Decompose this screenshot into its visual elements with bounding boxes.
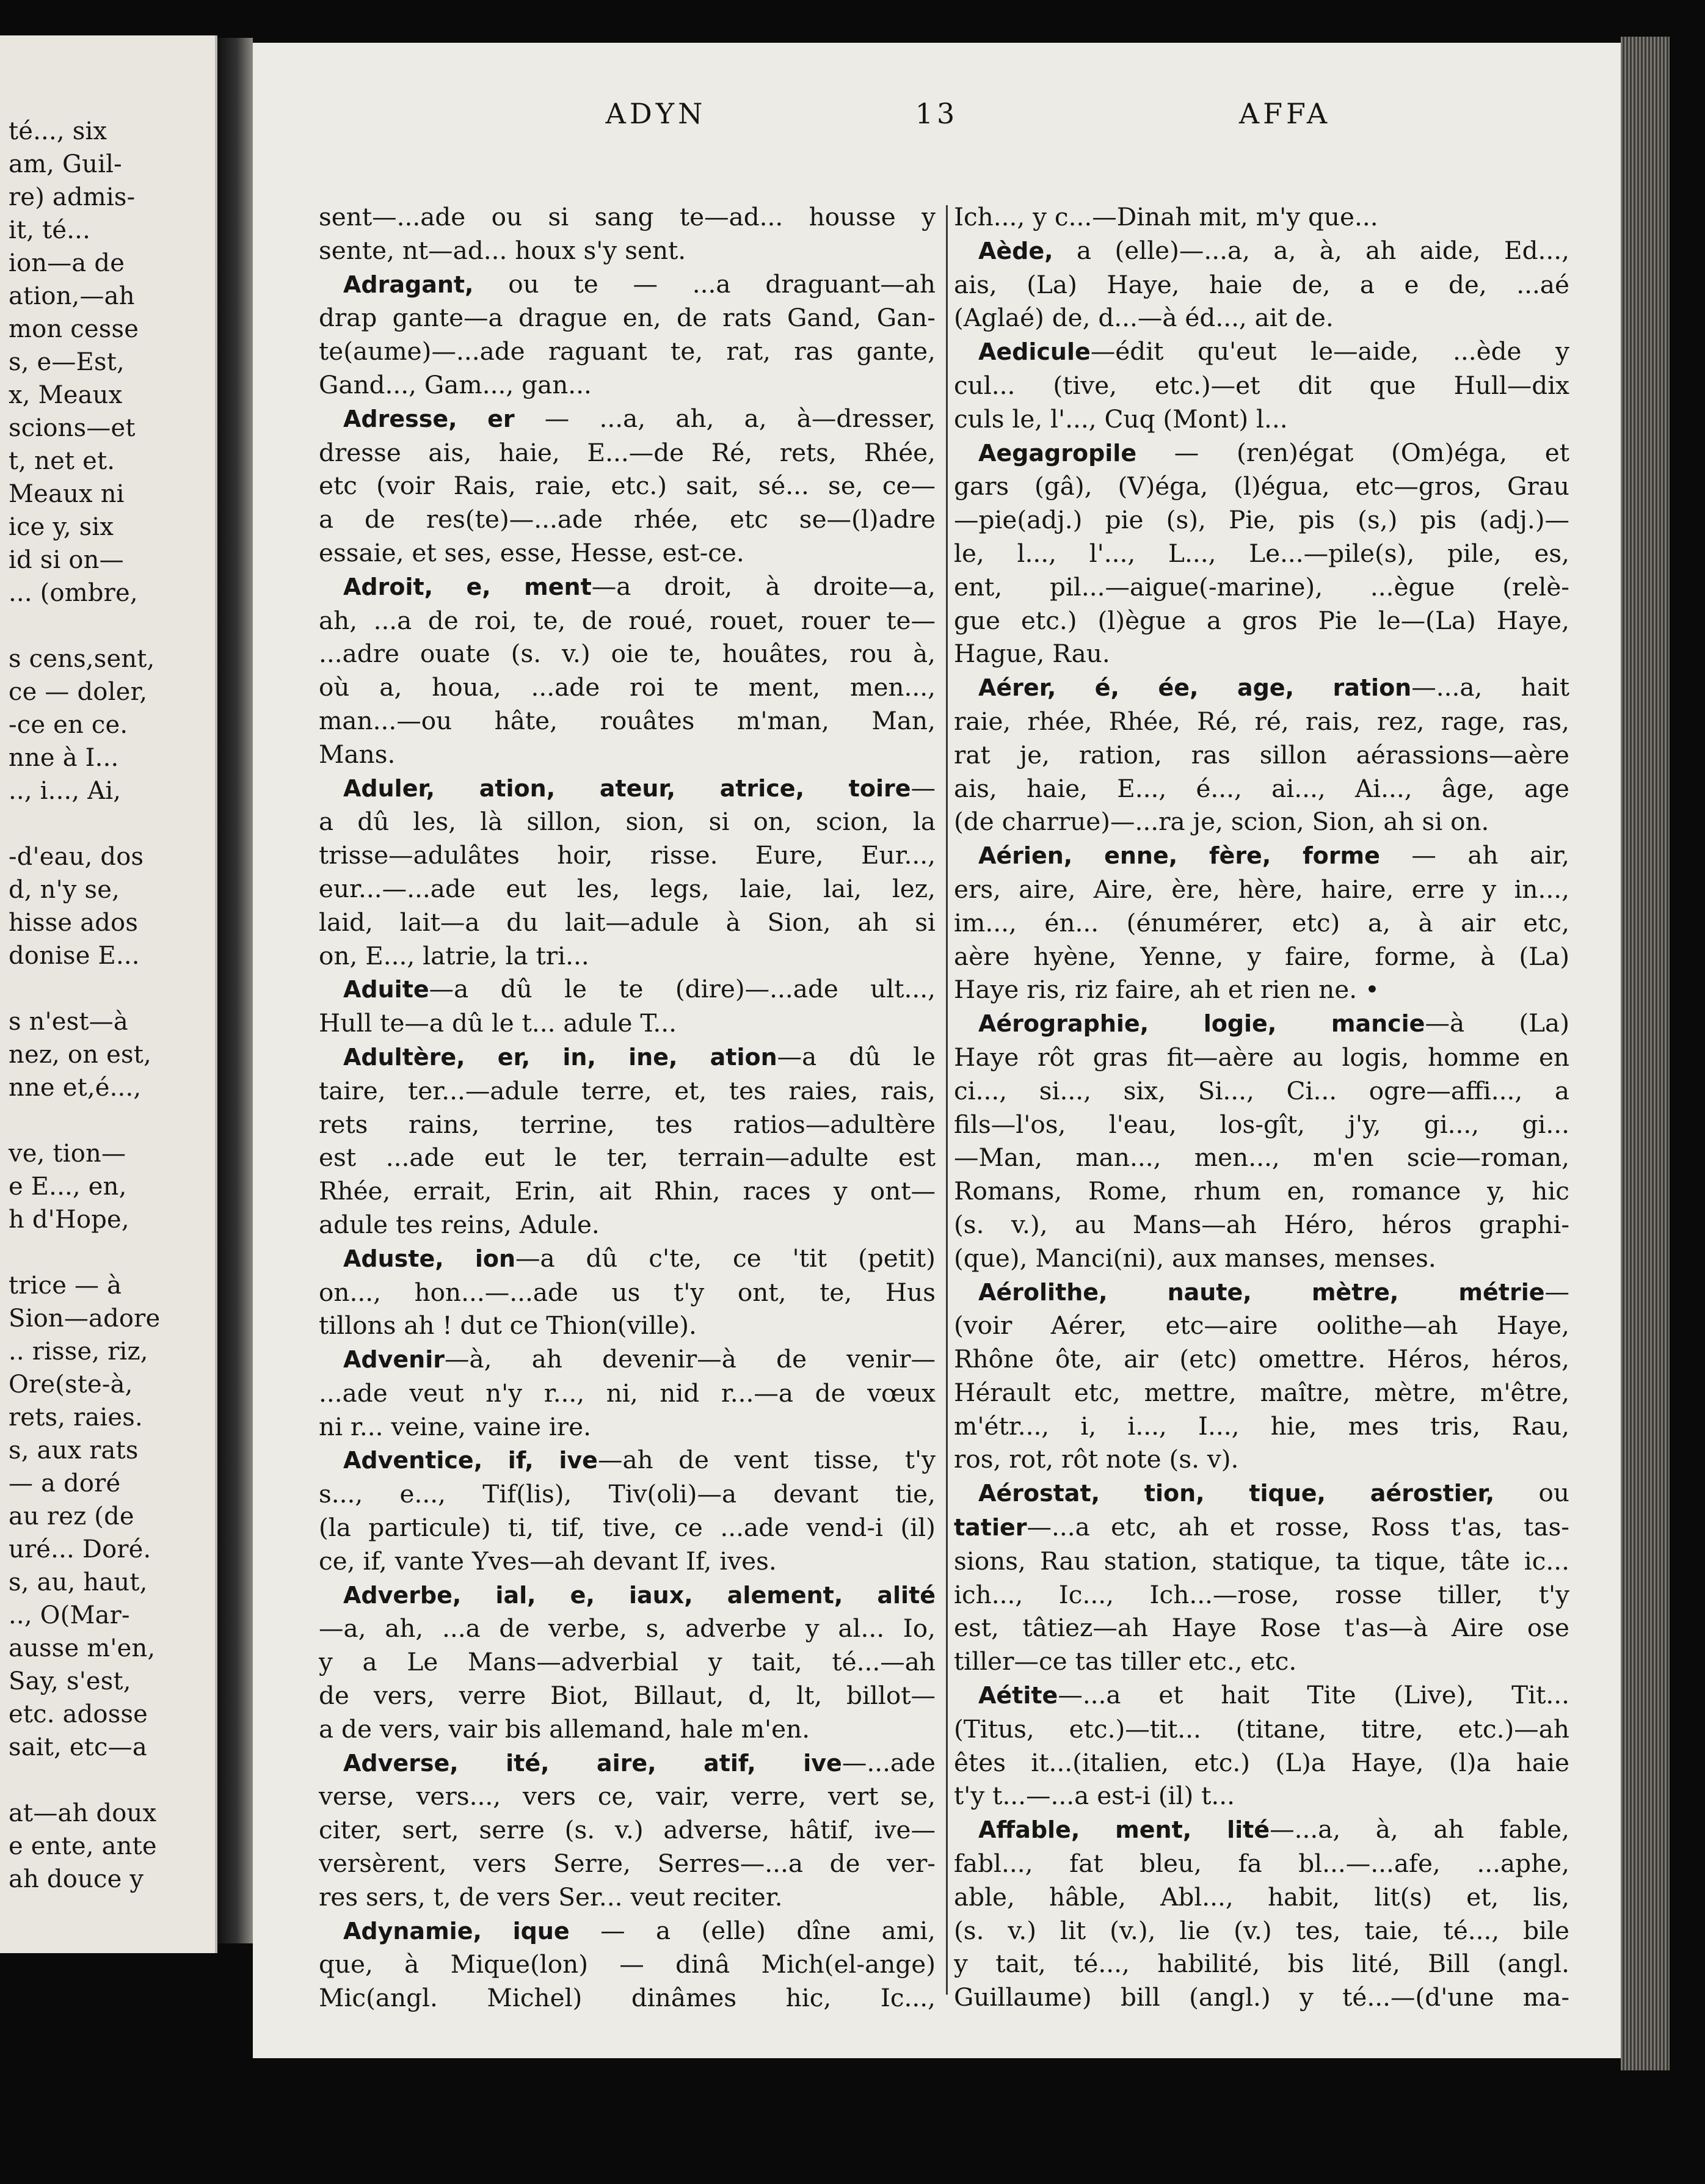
entry-text: sente, nt—ad... houx s'y sent.	[319, 235, 686, 265]
entry-text-line	[954, 1981, 1569, 2014]
headword: Aduler, ation, ateur, atrice, toire	[343, 774, 911, 802]
entry-text-line	[319, 1713, 936, 1746]
entry-text-line	[319, 301, 936, 335]
entry-text-line	[954, 1880, 1569, 1914]
entry-headword-line	[954, 234, 1569, 268]
entry-headword-line	[954, 1678, 1569, 1713]
entry-text-line	[319, 1780, 936, 1813]
entry-text-line	[954, 200, 1569, 234]
entry-text-line	[319, 1377, 936, 1410]
entry-text: te(aume)—...ade raguant te, rat, ras gante,	[319, 337, 936, 366]
entry-text: (s. v.) lit (v.), lie (v.) tes, taie, té..., bile	[954, 1915, 1569, 1945]
entry-text: gars (gâ), (V)éga, (l)égua, etc—gros, Grau	[954, 471, 1569, 501]
entry-text: êtes it...(italien, etc.) (L)a Haye, (l)a haie	[954, 1747, 1569, 1777]
entry-text: ah, ...a de roi, te, de roué, rouet, rouer te—	[319, 605, 936, 635]
left-page-line: -ce en ce.	[9, 711, 128, 739]
headword: Aérer, é, ée, age, ration	[978, 674, 1412, 702]
entry-text-line	[954, 705, 1569, 738]
page-edge-stack	[1621, 37, 1670, 2070]
entry-text-line	[954, 1208, 1569, 1242]
entry-text: (Titus, etc.)—tit... (titane, titre, etc.)—ah	[954, 1714, 1569, 1744]
entry-text: ci..., si..., six, Si..., Ci... ogre—affi..., a	[954, 1076, 1569, 1105]
entry-text: y a Le Mans—adverbial y tait, té...—ah	[319, 1647, 936, 1677]
left-page-line: .. risse, riz,	[9, 1338, 148, 1366]
entry-text-line	[954, 604, 1569, 638]
entry-text: —Man, man..., men..., m'en scie—roman,	[954, 1143, 1569, 1173]
entry-text-line	[954, 1947, 1569, 1981]
entry-text-line	[319, 604, 936, 638]
entry-text-line	[954, 1309, 1569, 1342]
entry-text: (Aglaé) de, d...—à éd..., ait de.	[954, 303, 1334, 333]
entry-text: est ...ade eut le ter, terrain—adulte est	[319, 1143, 936, 1173]
entry-headword-line	[319, 1040, 936, 1074]
entry-text-line	[954, 1746, 1569, 1780]
headword: Adventice, if, ive	[343, 1447, 598, 1474]
entry-text: (la particule) ti, tif, tive, ce ...ade vend-i (il)	[319, 1513, 936, 1543]
entry-text-line	[954, 1410, 1569, 1443]
left-page-line: etc. adosse	[9, 1700, 148, 1728]
headword: Aedicule	[978, 338, 1091, 366]
entry-text-line	[319, 1679, 936, 1713]
entry-text: Hull te—a dû le t... adule T...	[319, 1008, 677, 1038]
entry-text-line	[319, 1847, 936, 1880]
left-page-line: s, aux rats	[9, 1436, 139, 1465]
left-page-line: ausse m'en,	[9, 1634, 156, 1662]
entry-text: Gand..., Gam..., gan...	[319, 369, 592, 399]
entry-text-line	[319, 368, 936, 402]
entry-text: tiller—ce tas tiller etc., etc.	[954, 1647, 1297, 1676]
entry-headword-line	[954, 839, 1569, 873]
entry-text-line	[319, 1410, 936, 1444]
running-head-right: AFFA	[1238, 97, 1331, 130]
headword: Aérien, enne, fère, forme	[978, 842, 1380, 870]
entry-text: ni r... veine, vaine ire.	[319, 1411, 591, 1441]
left-page-line: e ente, ante	[9, 1832, 157, 1860]
left-page-line: at—ah doux	[9, 1799, 157, 1827]
entry-text: rets rains, terrine, tes ratios—adultère	[319, 1109, 936, 1139]
entry-text: Mic(angl. Michel) dinâmes hic, Ic...,	[319, 1983, 936, 2013]
entry-text-line	[319, 1511, 936, 1545]
left-page-line: it, té...	[9, 216, 90, 244]
entry-text-line	[319, 200, 936, 234]
left-page-line: trice — à	[9, 1272, 122, 1300]
entry-headword-line	[954, 671, 1569, 705]
entry-text: (que), Manci(ni), aux manses, menses.	[954, 1243, 1436, 1273]
headword: Aduste, ion	[343, 1245, 516, 1272]
left-page-line: scions—et	[9, 414, 136, 442]
entry-text: le, l..., l'..., L..., Le...—pile(s), pile, es,	[954, 538, 1569, 568]
entry-text: a de res(te)—...ade rhée, etc se—(l)adre	[319, 504, 936, 534]
left-page-line: s, au, haut,	[9, 1568, 148, 1596]
left-page-line: donise E...	[9, 942, 140, 970]
entry-text-line	[954, 570, 1569, 604]
headword: tatier	[954, 1514, 1027, 1542]
dictionary-page	[253, 43, 1621, 2058]
left-page-line: id si on—	[9, 546, 124, 574]
left-page-line: h d'Hope,	[9, 1206, 129, 1234]
left-page-line: ah douce y	[9, 1865, 144, 1893]
entry-text: trisse—adulâtes hoir, risse. Eure, Eur...,	[319, 840, 936, 870]
entry-headword-line	[954, 1275, 1569, 1309]
left-page-line: ce — doler,	[9, 678, 148, 706]
headword: Aegagropile	[978, 439, 1137, 467]
left-page-line: d, n'y se,	[9, 876, 120, 904]
entry-text-line	[954, 1242, 1569, 1275]
entry-headword-line	[319, 1342, 936, 1377]
right-column	[954, 200, 1569, 2014]
entry-text-line	[954, 369, 1569, 402]
headword: Adynamie, ique	[343, 1917, 570, 1945]
entry-text-line	[319, 536, 936, 570]
entry-text: — (ren)égat (Om)éga, et	[1136, 437, 1569, 467]
entry-text-line	[954, 402, 1569, 436]
entry-text-line	[319, 704, 936, 738]
entry-text: eur...—...ade eut les, legs, laie, lai, lez,	[319, 873, 936, 903]
entry-text-line	[954, 1376, 1569, 1410]
entry-text-line	[954, 772, 1569, 806]
entry-text: de vers, verre Biot, Billaut, d, lt, billot—	[319, 1681, 936, 1711]
entry-text: Hague, Rau.	[954, 639, 1110, 669]
entry-text-line	[319, 1477, 936, 1511]
left-page-line: x, Meaux	[9, 381, 123, 409]
left-page-line: au rez (de	[9, 1502, 134, 1531]
entry-text: Haye rôt gras fit—aère au logis, homme en	[954, 1042, 1569, 1072]
entry-text: rat je, ration, ras sillon aérassions—aère	[954, 740, 1569, 770]
entry-text-line	[319, 1276, 936, 1309]
entry-text-line	[954, 973, 1569, 1006]
left-page-line: Say, s'est,	[9, 1667, 131, 1695]
entry-text-line	[319, 335, 936, 368]
left-page-line: s cens,sent,	[9, 645, 155, 673]
entry-text-line	[319, 1981, 936, 2015]
entry-text: ...adre ouate (s. v.) oie te, houâtes, rou à,	[319, 639, 936, 669]
headword: Aérolithe, naute, mètre, métrie	[978, 1278, 1545, 1306]
entry-text: on, E..., latrie, la tri...	[319, 941, 589, 970]
entry-text: y tait, té..., habilité, bis lité, Bill (angl.	[954, 1949, 1569, 1979]
left-page-line: rets, raies.	[9, 1403, 143, 1432]
entry-headword-line	[954, 335, 1569, 369]
headword: Affable, ment, lité	[978, 1816, 1270, 1844]
entry-text-line	[319, 1813, 936, 1847]
left-page-line: .., O(Mar-	[9, 1601, 130, 1629]
left-page-line: t, net et.	[9, 447, 115, 475]
entry-text-line	[319, 1612, 936, 1645]
entry-headword-line	[954, 1006, 1569, 1041]
left-page-line: e E..., en,	[9, 1173, 127, 1201]
entry-text-line	[319, 906, 936, 939]
entry-text: ou	[1494, 1478, 1569, 1508]
entry-text: Rhée, errait, Erin, ait Rhin, races y ont—	[319, 1176, 936, 1206]
entry-text: —à, ah devenir—à de venir—	[444, 1344, 936, 1374]
entry-headword-line	[319, 1914, 936, 1948]
entry-text-line	[319, 1174, 936, 1208]
headword: Adverbe, ial, e, iaux, alement, alité	[343, 1581, 936, 1609]
entry-text-line	[319, 637, 936, 671]
entry-text-line	[319, 839, 936, 872]
left-page-line: — a doré	[9, 1469, 121, 1498]
entry-text: res sers, t, de vers Ser... veut reciter.	[319, 1882, 783, 1912]
entry-text: où a, houa, ...ade roi te ment, men...,	[319, 672, 936, 702]
entry-text-line	[319, 469, 936, 503]
headword: Aduite	[343, 976, 429, 1003]
left-page-line: s, e—Est,	[9, 348, 125, 376]
entry-text-line	[954, 940, 1569, 974]
entry-text: —...a, hait	[1411, 672, 1569, 702]
entry-text: man...—ou hâte, rouâtes m'man, Man,	[319, 705, 936, 735]
entry-text: (s. v.), au Mans—ah Héro, héros graphi-	[954, 1209, 1569, 1239]
entry-text: —	[911, 773, 936, 803]
entry-text: que, à Mique(lon) — dinâ Mich(el-ange)	[319, 1949, 936, 1979]
entry-text: t'y t...—...a est-i (il) t...	[954, 1781, 1235, 1811]
entry-headword-line	[319, 972, 936, 1006]
entry-text-line	[954, 1174, 1569, 1208]
entry-text-line	[319, 1108, 936, 1141]
entry-text: raie, rhée, Rhée, Ré, ré, rais, rez, rage, ras,	[954, 706, 1569, 736]
left-column	[319, 200, 936, 2015]
entry-text: adule tes reins, Adule.	[319, 1209, 600, 1239]
left-page-line: ice y, six	[9, 513, 114, 541]
entry-text: ich..., Ic..., Ich...—rose, rosse tiller, t'y	[954, 1579, 1569, 1609]
left-page-line: mon cesse	[9, 315, 139, 343]
entry-text: ...ade veut n'y r..., ni, nid r...—a de vœux	[319, 1378, 936, 1408]
left-page-line: Meaux ni	[9, 480, 125, 508]
entry-text: —	[1544, 1276, 1569, 1306]
headword: Adresse, er	[343, 405, 515, 432]
entry-text: ent, pil...—aigue(-marine), ...ègue (relè-	[954, 572, 1569, 602]
left-page-line: sait, etc—a	[9, 1733, 147, 1761]
entry-text-line	[319, 738, 936, 771]
column-divider	[946, 205, 948, 1995]
entry-text-line	[954, 301, 1569, 335]
entry-text-line	[954, 1443, 1569, 1476]
entry-text: Rhône ôte, air (etc) omettre. Héros, héros,	[954, 1344, 1569, 1374]
entry-text: a (elle)—...a, a, à, ah aide, Ed...,	[1053, 235, 1569, 265]
headword: Aérographie, logie, mancie	[978, 1010, 1425, 1038]
left-page-line: uré... Doré.	[9, 1535, 151, 1563]
entry-text: (voir Aérer, etc—aire oolithe—ah Haye,	[954, 1311, 1569, 1341]
headword: Adultère, er, in, ine, ation	[343, 1043, 777, 1071]
headword: Adroit, e, ment	[343, 573, 592, 600]
entry-headword-line	[319, 570, 936, 604]
entry-text: im..., én... (énumérer, etc) a, à air etc,	[954, 908, 1569, 937]
entry-text-line	[954, 906, 1569, 940]
page-number: 13	[915, 97, 959, 130]
headword: Aétite	[978, 1682, 1058, 1709]
entry-text-line	[954, 1779, 1569, 1813]
entry-text: —a, ah, ...a de verbe, s, adverbe y al... Io,	[319, 1614, 936, 1643]
entry-text: ce, if, vante Yves—ah devant If, ives.	[319, 1546, 777, 1576]
entry-text-line	[319, 1948, 936, 1981]
entry-text: —pie(adj.) pie (s), Pie, pis (s,) pis (adj.)—	[954, 505, 1569, 535]
entry-text: sent—...ade ou si sang te—ad... housse y	[319, 202, 936, 231]
left-page-line: ve, tion—	[9, 1140, 126, 1168]
left-page-line: am, Guil-	[9, 150, 122, 178]
entry-text-line	[319, 1309, 936, 1342]
entry-headword-line	[319, 268, 936, 302]
left-page-line: Sion—adore	[9, 1305, 161, 1333]
entry-text: etc (voir Rais, raie, etc.) sait, sé... se, ce—	[319, 471, 936, 501]
entry-text-line	[319, 1645, 936, 1679]
entry-text-line	[954, 1645, 1569, 1678]
entry-text: a dû les, là sillon, sion, si on, scion, la	[319, 807, 936, 837]
left-page-fragment	[0, 35, 217, 1953]
entry-text: a de vers, vair bis allemand, hale m'en.	[319, 1714, 810, 1744]
entry-text: fabl..., fat bleu, fa bl...—...afe, ...aphe,	[954, 1849, 1569, 1879]
entry-text-line	[319, 503, 936, 536]
entry-text-line	[954, 503, 1569, 537]
entry-text-line	[954, 1914, 1569, 1948]
entry-text-line	[954, 470, 1569, 503]
entry-text-line	[319, 1074, 936, 1108]
entry-text: ais, (La) Haye, haie de, a e de, ...aé	[954, 269, 1569, 299]
headword: Adverse, ité, aire, atif, ive	[343, 1749, 842, 1777]
left-page-line: ation,—ah	[9, 282, 135, 310]
entry-text: verse, vers..., vers ce, vair, verre, vert se,	[319, 1782, 936, 1811]
entry-text-line	[319, 1141, 936, 1174]
entry-text: —...a etc, ah et rosse, Ross t'as, tas-	[1027, 1512, 1569, 1542]
entry-text: ou te — ...a draguant—ah	[473, 269, 936, 299]
entry-text: est, tâtiez—ah Haye Rose t'as—à Aire ose	[954, 1613, 1569, 1643]
entry-text-line	[954, 1578, 1569, 1612]
entry-text-line	[954, 1041, 1569, 1074]
left-page-line: hisse ados	[9, 909, 139, 937]
entry-text-line	[319, 1880, 936, 1914]
entry-text: taire, ter...—adule terre, et, tes raies, rais,	[319, 1076, 936, 1105]
entry-text-line	[954, 1611, 1569, 1645]
entry-headword-line	[954, 1813, 1569, 1847]
entry-text: — ah air,	[1380, 840, 1569, 870]
entry-text: sions, Rau station, statique, ta tique, tâte ic...	[954, 1546, 1569, 1576]
left-page-line: Ore(ste-à,	[9, 1370, 133, 1399]
left-page-line: té..., six	[9, 117, 107, 145]
entry-text: Mans.	[319, 739, 396, 769]
entry-text-line	[954, 1847, 1569, 1880]
entry-text: —...ade	[842, 1747, 936, 1777]
entry-text: tillons ah ! dut ce Thion(ville).	[319, 1311, 697, 1341]
entry-text: aère hyène, Yenne, y faire, forme, à (La)	[954, 941, 1569, 971]
entry-text: drap gante—a drague en, de rats Gand, Gan-	[319, 303, 936, 333]
left-page-line: nne à I...	[9, 744, 119, 772]
entry-text: —édit qu'eut le—aide, ...ède y	[1090, 337, 1569, 366]
entry-headword-line	[954, 436, 1569, 470]
entry-text-line	[319, 1208, 936, 1242]
entry-text: gue etc.) (l)ègue a gros Pie le—(La) Haye,	[954, 605, 1569, 635]
headword: Advenir	[343, 1346, 445, 1374]
entry-text: m'étr..., i, i..., I..., hie, mes tris, Rau,	[954, 1411, 1569, 1441]
entry-text-line	[954, 1545, 1569, 1578]
entry-text: —a dû c'te, ce 'tit (petit)	[515, 1243, 936, 1273]
entry-text: versèrent, vers Serre, Serres—...a de ver-	[319, 1849, 936, 1879]
left-page-line: .., i..., Ai,	[9, 777, 122, 805]
entry-text: —a dû le te (dire)—...ade ult...,	[429, 974, 936, 1004]
entry-text-line	[319, 671, 936, 704]
entry-text: Romans, Rome, rhum en, romance y, hic	[954, 1176, 1569, 1206]
headword: Aérostat, tion, tique, aérostier,	[978, 1480, 1495, 1507]
entry-headword-line	[954, 1476, 1569, 1510]
entry-text: Ich..., y c...—Dinah mit, m'y que...	[954, 202, 1378, 231]
entry-headword-line	[954, 1510, 1569, 1545]
entry-text: —ah de vent tisse, t'y	[597, 1445, 936, 1475]
left-page-line: re) admis-	[9, 183, 136, 211]
entry-text: essaie, et ses, esse, Hesse, est-ce.	[319, 537, 744, 567]
left-page-line: nez, on est,	[9, 1041, 151, 1069]
entry-text: —a dû le	[777, 1041, 936, 1071]
entry-headword-line	[319, 1746, 936, 1780]
entry-text-line	[319, 872, 936, 906]
entry-text: —...a et hait Tite (Live), Tit...	[1058, 1680, 1569, 1710]
entry-text-line	[319, 436, 936, 470]
entry-text-line	[954, 1141, 1569, 1174]
entry-text: culs le, l'..., Cuq (Mont) l...	[954, 404, 1288, 434]
left-page-line: ion—a de	[9, 249, 125, 277]
entry-text: —à (La)	[1425, 1008, 1569, 1038]
entry-text: Haye ris, riz faire, ah et rien ne. •	[954, 975, 1380, 1005]
entry-headword-line	[319, 1443, 936, 1477]
entry-headword-line	[319, 1578, 936, 1612]
entry-text: citer, sert, serre (s. v.) adverse, hâtif, ive—	[319, 1815, 936, 1845]
book-gutter	[217, 38, 253, 1943]
entry-text: Guillaume) bill (angl.) y té...—(d'une ma-	[954, 1982, 1569, 2012]
entry-text-line	[319, 1545, 936, 1578]
entry-text-line	[954, 1108, 1569, 1141]
entry-text-line	[954, 1342, 1569, 1376]
entry-text: cul... (tive, etc.)—et dit que Hull—dix	[954, 370, 1569, 400]
entry-text-line	[954, 1713, 1569, 1746]
left-page-line: -d'eau, dos	[9, 843, 144, 871]
entry-text-line	[954, 873, 1569, 906]
entry-text-line	[954, 637, 1569, 671]
entry-text: laid, lait—a du lait—adule à Sion, ah si	[319, 907, 936, 937]
headword: Adragant,	[343, 271, 474, 298]
left-page-line: nne et,é...,	[9, 1074, 142, 1102]
running-head-left: ADYN	[605, 97, 707, 130]
left-page-line: ... (ombre,	[9, 579, 138, 607]
headword: Aède,	[978, 237, 1053, 264]
entry-headword-line	[319, 402, 936, 436]
entry-text-line	[954, 268, 1569, 302]
entry-text-line	[954, 805, 1569, 839]
entry-text-line	[319, 1006, 936, 1040]
entry-text: ros, rot, rôt note (s. v).	[954, 1444, 1239, 1474]
entry-text: — ...a, ah, a, à—dresser,	[514, 403, 936, 433]
entry-headword-line	[319, 1242, 936, 1276]
entry-text: s..., e..., Tif(lis), Tiv(oli)—a devant tie,	[319, 1479, 936, 1509]
left-page-line: s n'est—à	[9, 1008, 128, 1036]
entry-text-line	[319, 234, 936, 268]
entry-text-line	[954, 537, 1569, 570]
entry-text-line	[319, 805, 936, 839]
entry-text: Hérault etc, mettre, maître, mètre, m'être,	[954, 1377, 1569, 1407]
entry-text: dresse ais, haie, E...—de Ré, rets, Rhée,	[319, 437, 936, 467]
entry-text-line	[954, 1074, 1569, 1108]
entry-headword-line	[319, 771, 936, 806]
entry-text-line	[319, 939, 936, 973]
entry-text: —a droit, à droite—a,	[591, 571, 936, 601]
entry-text: ais, haie, E..., é..., ai..., Ai..., âge, age	[954, 773, 1569, 803]
entry-text: —...a, à, ah fable,	[1270, 1815, 1569, 1844]
entry-text: fils—l'os, l'eau, los-gît, j'y, gi..., gi...	[954, 1109, 1569, 1139]
entry-text: — a (elle) dîne ami,	[569, 1915, 936, 1945]
entry-text: on..., hon...—...ade us t'y ont, te, Hus	[319, 1277, 936, 1307]
entry-text: (de charrue)—...ra je, scion, Sion, ah si on.	[954, 807, 1489, 837]
entry-text-line	[954, 738, 1569, 772]
entry-text: able, hâble, Abl..., habit, lit(s) et, lis,	[954, 1882, 1569, 1912]
entry-text: ers, aire, Aire, ère, hère, haire, erre y in...,	[954, 874, 1569, 904]
